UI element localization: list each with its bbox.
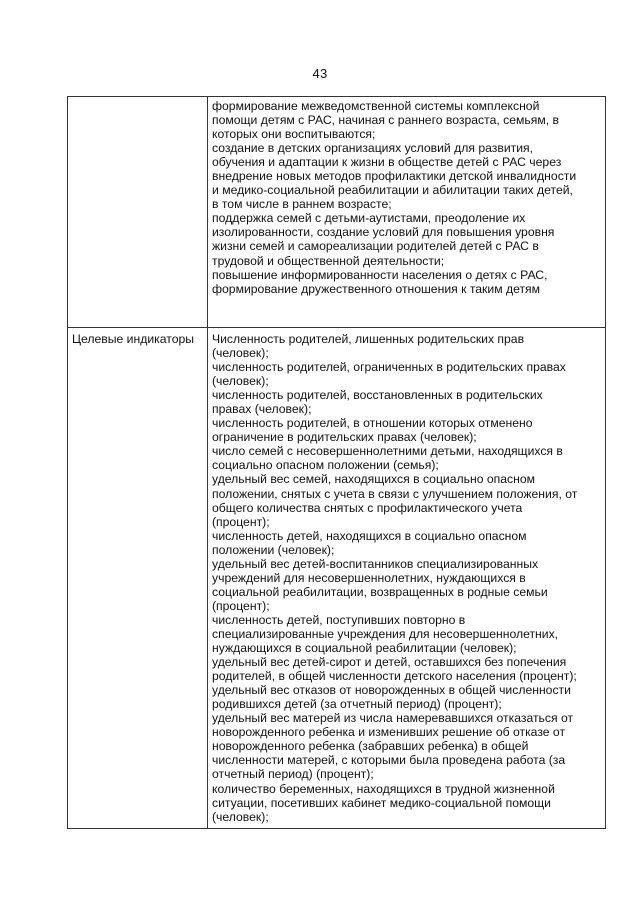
text-line: формирование дружественного отношения к таким детям [212, 281, 541, 296]
text-line: в том числе в раннем возрасте; [212, 197, 392, 212]
table-row-target-indicators [68, 328, 606, 829]
text-line: число семей с несовершеннолетними детьми, находящихся в [212, 444, 563, 459]
table-row-objectives [68, 97, 606, 328]
text-line: (человек); [212, 374, 269, 389]
text-line: ограничение в родительских правах (человек); [212, 430, 477, 445]
text-line: количество беременных, находящихся в трудной жизненной [212, 781, 555, 796]
text-line: численность родителей, ограниченных в родительских правах [212, 360, 566, 375]
text-line: (процент); [212, 514, 270, 529]
objectives-text [212, 99, 601, 296]
text-line: поддержка семей с детьми-аутистами, преодоление их [212, 211, 526, 226]
text-line: удельный вес детей-воспитанников специализированных [212, 556, 539, 571]
text-line: которых они воспитываются; [212, 127, 376, 142]
text-line: родившихся детей (за отчетный период) (процент); [212, 697, 502, 712]
row-label-empty [68, 97, 208, 328]
text-line: удельный вес отказов от новорожденных в общей численности [212, 683, 571, 698]
text-line: (человек); [212, 346, 269, 361]
text-line: специализированные учреждения для несовершеннолетних, [212, 626, 559, 641]
text-line: удельный вес матерей из числа намеревавшихся отказаться от [212, 711, 574, 726]
text-line: численность детей, находящихся в социально опасном [212, 528, 527, 543]
text-line: жизни семей и самореализации родителей детей с РАС в [212, 239, 539, 254]
text-line: ситуации, посетивших кабинет медико-социальной помощи [212, 795, 551, 810]
text-line: и медико-социальной реабилитации и абилитации таких детей, [212, 183, 573, 198]
text-line: удельный вес семей, находящихся в социально опасном [212, 472, 536, 487]
text-line: (человек); [212, 809, 269, 824]
text-line: положении, снятых с учета в связи с улучшением положения, от [212, 486, 578, 501]
target-indicators-text [212, 332, 601, 824]
text-line: Численность родителей, лишенных родительских прав [212, 332, 525, 346]
row-label-target-indicators: Целевые индикаторы [68, 328, 208, 829]
text-line: создание в детских организациях условий для развития, [212, 141, 533, 156]
text-line: формирование межведомственной системы комплексной [212, 99, 540, 113]
program-passport-table [67, 96, 606, 829]
text-line: учреждений для несовершеннолетних, нуждающихся в [212, 570, 526, 585]
target-indicators-cell [208, 328, 606, 829]
text-line: изолированности, создание условий для повышения уровня [212, 225, 555, 240]
page-number: 43 [312, 66, 328, 81]
text-line: трудовой и общественной деятельности; [212, 253, 445, 268]
text-line: численность родителей, в отношении которых отменено [212, 416, 533, 431]
text-line: численности матерей, с которыми была проведена работа (за [212, 753, 566, 768]
text-line: новорожденного ребенка (забравших ребенка) в общей [212, 739, 529, 754]
text-line: удельный вес детей-сирот и детей, оставшихся без попечения [212, 655, 567, 670]
text-line: общего количества снятых с профилактического учета [212, 500, 523, 515]
text-line: социальной реабилитации, возвращенных в родные семьи [212, 584, 548, 599]
text-line: родителей, в общей численности детского населения (процент); [212, 669, 577, 684]
text-line: правах (человек); [212, 402, 312, 417]
text-line: социально опасном положении (семья); [212, 458, 439, 473]
text-line: численность детей, поступивших повторно в [212, 612, 466, 627]
text-line: новорожденного ребенка и изменивших решение об отказе от [212, 725, 566, 740]
text-line: внедрение новых методов профилактики детской инвалидности [212, 169, 577, 184]
text-line: обучения и адаптации к жизни в обществе детей с РАС через [212, 155, 562, 170]
text-line: повышение информированности населения о детях с РАС, [212, 267, 548, 282]
text-line: положении (человек); [212, 542, 335, 557]
text-line: помощи детям с РАС, начиная с раннего возраста, семьям, в [212, 113, 559, 128]
text-line: (процент); [212, 598, 270, 613]
objectives-cell [208, 97, 606, 328]
text-line: отчетный период) (процент); [212, 767, 374, 782]
text-line: нуждающихся в социальной реабилитации (человек); [212, 641, 517, 656]
text-line: численность родителей, восстановленных в родительских [212, 388, 543, 403]
